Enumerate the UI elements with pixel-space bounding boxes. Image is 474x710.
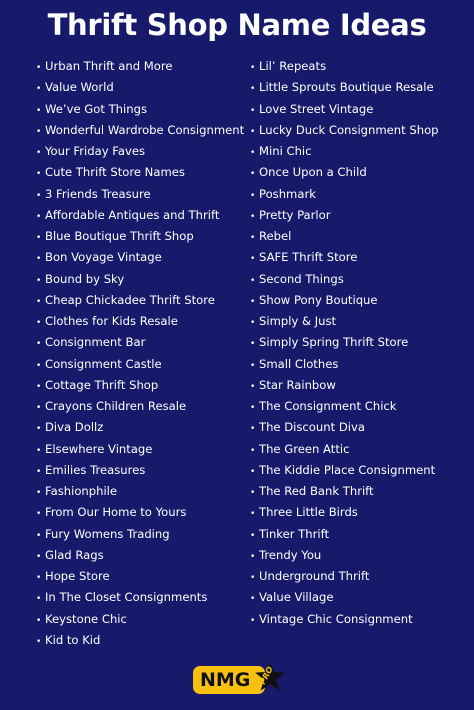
- bullet-icon: •: [250, 381, 256, 392]
- list-item: [250, 290, 470, 311]
- list-item: [250, 56, 470, 77]
- list-item-label: Consignment Castle: [45, 356, 162, 371]
- list-item: [250, 247, 470, 268]
- list-item: [36, 162, 241, 183]
- list-item-label: Once Upon a Child: [259, 165, 367, 180]
- names-list-right: [250, 56, 470, 630]
- list-item-label: Bound by Sky: [45, 271, 125, 286]
- list-item: [250, 77, 470, 98]
- bullet-icon: •: [250, 360, 256, 371]
- list-item-label: The Discount Diva: [259, 420, 365, 435]
- list-item-label: The Green Attic: [259, 441, 350, 456]
- list-item-label: Emilies Treasures: [45, 462, 146, 477]
- bullet-icon: •: [36, 190, 42, 201]
- list-item-label: Glad Rags: [45, 547, 104, 562]
- bullet-icon: •: [36, 551, 42, 562]
- list-item: [36, 354, 241, 375]
- list-item-label: Lucky Duck Consignment Shop: [259, 122, 439, 137]
- list-item: [36, 375, 241, 396]
- list-item-label: Rebel: [259, 229, 292, 243]
- list-item-label: SAFE Thrift Store: [259, 250, 358, 265]
- list-item-label: The Red Bank Thrift: [259, 484, 374, 498]
- list-item: [250, 205, 470, 226]
- list-item: [36, 205, 241, 226]
- list-item: [250, 587, 470, 608]
- list-item: [250, 609, 470, 630]
- list-item: [36, 481, 241, 502]
- list-item-label: Mini Chic: [259, 144, 312, 158]
- bullet-icon: •: [250, 211, 256, 222]
- list-item-label: Consignment Bar: [45, 335, 146, 350]
- list-item: [250, 226, 470, 247]
- bullet-icon: •: [36, 275, 42, 286]
- logo-badge: NMG: [193, 666, 265, 694]
- bullet-icon: •: [250, 573, 256, 583]
- bullet-icon: •: [36, 636, 42, 647]
- logo-pro-tag: PRO: [258, 665, 275, 686]
- bullet-icon: •: [250, 63, 256, 73]
- bullet-icon: •: [36, 318, 42, 328]
- list-item-label: Trendy You: [259, 547, 322, 562]
- list-item-label: Simply Spring Thrift Store: [259, 335, 409, 350]
- list-item: [250, 545, 470, 566]
- list-item-label: Elsewhere Vintage: [45, 441, 153, 456]
- list-item-label: Clothes for Kids Resale: [45, 314, 178, 328]
- list-item-label: Affordable Antiques and Thrift: [45, 207, 220, 222]
- bullet-icon: •: [36, 488, 42, 498]
- list-item: [36, 566, 241, 587]
- bullet-icon: •: [250, 594, 256, 605]
- list-item-label: Fashionphile: [45, 484, 118, 498]
- list-item: [36, 332, 241, 353]
- bullet-icon: •: [250, 424, 256, 435]
- list-item-label: Value World: [45, 80, 114, 95]
- list-item-label: Second Things: [259, 271, 344, 286]
- list-item: [250, 311, 470, 332]
- list-item-label: Cottage Thrift Shop: [45, 377, 159, 392]
- list-item: [36, 269, 241, 290]
- list-item: [36, 99, 241, 120]
- list-item: [36, 587, 241, 608]
- list-item: [36, 417, 241, 438]
- list-item: [36, 311, 241, 332]
- list-item: [250, 502, 470, 523]
- list-item-label: 3 Friends Treasure: [45, 186, 151, 201]
- bullet-icon: •: [36, 530, 42, 541]
- list-item: [250, 460, 470, 481]
- list-item: [250, 99, 470, 120]
- list-item-label: Value Village: [259, 590, 334, 605]
- bullet-icon: •: [36, 509, 42, 520]
- list-item-label: Bon Voyage Vintage: [45, 250, 162, 265]
- bullet-icon: •: [36, 84, 42, 95]
- list-item-label: Blue Boutique Thrift Shop: [45, 229, 194, 243]
- bullet-icon: •: [250, 318, 256, 328]
- bullet-icon: •: [250, 509, 256, 520]
- list-item-label: Simply & Just: [259, 314, 337, 328]
- bullet-icon: •: [250, 296, 256, 307]
- bullet-icon: •: [36, 169, 42, 180]
- bullet-icon: •: [250, 551, 256, 562]
- bullet-icon: •: [36, 339, 42, 350]
- list-item-label: Kid to Kid: [45, 632, 101, 647]
- bullet-icon: •: [250, 254, 256, 265]
- bullet-icon: •: [250, 148, 256, 158]
- list-item: [250, 141, 470, 162]
- bullet-icon: •: [36, 445, 42, 456]
- list-item: [250, 184, 470, 205]
- bullet-icon: •: [36, 573, 42, 583]
- list-item: [36, 439, 241, 460]
- list-item: [36, 609, 241, 630]
- list-item-label: Love Street Vintage: [259, 101, 374, 116]
- list-item: [36, 502, 241, 523]
- list-item: [250, 439, 470, 460]
- bullet-icon: •: [250, 190, 256, 201]
- list-item-label: Vintage Chic Consignment: [259, 611, 413, 626]
- list-item-label: From Our Home to Yours: [45, 505, 187, 520]
- bullet-icon: •: [250, 615, 256, 626]
- list-item-label: Cheap Chickadee Thrift Store: [45, 292, 215, 307]
- list-item-label: Three Little Birds: [259, 505, 358, 520]
- bullet-icon: •: [250, 530, 256, 541]
- bullet-icon: •: [36, 381, 42, 392]
- list-item: [36, 226, 241, 247]
- list-item: [36, 290, 241, 311]
- list-item-label: Little Sprouts Boutique Resale: [259, 80, 434, 95]
- list-item: [36, 120, 245, 141]
- list-item: [250, 269, 470, 290]
- list-item: [36, 184, 241, 205]
- bullet-icon: •: [250, 466, 256, 477]
- bullet-icon: •: [36, 594, 42, 605]
- list-item: [250, 481, 470, 502]
- bullet-icon: •: [36, 233, 42, 243]
- list-item-label: Tinker Thrift: [259, 526, 330, 541]
- list-item-label: Cute Thrift Store Names: [45, 165, 185, 180]
- bullet-icon: •: [250, 339, 256, 350]
- list-item: [36, 396, 241, 417]
- list-item-label: Poshmark: [259, 186, 316, 201]
- list-item: [36, 460, 241, 481]
- list-item-label: Fury Womens Trading: [45, 526, 170, 541]
- list-item: [36, 77, 241, 98]
- list-item: [36, 141, 241, 162]
- bullet-icon: •: [36, 360, 42, 371]
- list-item-label: Pretty Parlor: [259, 207, 331, 222]
- list-item-label: The Consignment Chick: [259, 399, 397, 413]
- list-item-label: Diva Dollz: [45, 420, 104, 435]
- bullet-icon: •: [250, 403, 256, 413]
- bullet-icon: •: [36, 615, 42, 626]
- bullet-icon: •: [250, 445, 256, 456]
- bullet-icon: •: [250, 126, 256, 137]
- page-title: Thrift Shop Name Ideas: [47, 8, 427, 42]
- nmg-pro-logo: [193, 666, 283, 696]
- bullet-icon: •: [36, 424, 42, 435]
- bullet-icon: •: [36, 148, 42, 158]
- list-item: [250, 162, 470, 183]
- bullet-icon: •: [36, 254, 42, 265]
- list-item: [250, 524, 470, 545]
- bullet-icon: •: [250, 275, 256, 286]
- list-item-label: Wonderful Wardrobe Consignment: [45, 122, 245, 137]
- bullet-icon: •: [36, 296, 42, 307]
- bullet-icon: •: [36, 63, 42, 73]
- bullet-icon: •: [250, 233, 256, 243]
- list-item: [36, 630, 241, 651]
- list-item-label: Your Friday Faves: [45, 144, 145, 158]
- list-item: [250, 354, 470, 375]
- list-item-label: Crayons Children Resale: [45, 399, 187, 413]
- list-item-label: In The Closet Consignments: [45, 590, 208, 605]
- list-item: [250, 120, 470, 141]
- list-item-label: Lil’ Repeats: [259, 59, 327, 73]
- list-item-label: Underground Thrift: [259, 569, 370, 583]
- list-item-label: Small Clothes: [259, 356, 339, 371]
- bullet-icon: •: [36, 105, 42, 116]
- list-item-label: We’ve Got Things: [45, 101, 147, 116]
- bullet-icon: •: [250, 488, 256, 498]
- bullet-icon: •: [250, 169, 256, 180]
- list-item-label: The Kiddie Place Consignment: [259, 462, 436, 477]
- list-item: [250, 375, 470, 396]
- list-item-label: Urban Thrift and More: [45, 59, 173, 73]
- list-item: [250, 566, 470, 587]
- names-list-left: [36, 56, 245, 651]
- list-item-label: Hope Store: [45, 569, 110, 583]
- list-item: [36, 247, 241, 268]
- list-item-label: Show Pony Boutique: [259, 292, 378, 307]
- bullet-icon: •: [250, 105, 256, 116]
- bullet-icon: •: [36, 466, 42, 477]
- list-item-label: Star Rainbow: [259, 377, 336, 392]
- bullet-icon: •: [36, 403, 42, 413]
- list-item: [36, 524, 241, 545]
- list-item: [250, 417, 470, 438]
- list-item: [36, 56, 241, 77]
- list-item: [250, 332, 470, 353]
- bullet-icon: •: [250, 84, 256, 95]
- bullet-icon: •: [36, 211, 42, 222]
- list-item: [250, 396, 470, 417]
- list-item-label: Keystone Chic: [45, 611, 127, 626]
- bullet-icon: •: [36, 126, 42, 137]
- list-item: [36, 545, 241, 566]
